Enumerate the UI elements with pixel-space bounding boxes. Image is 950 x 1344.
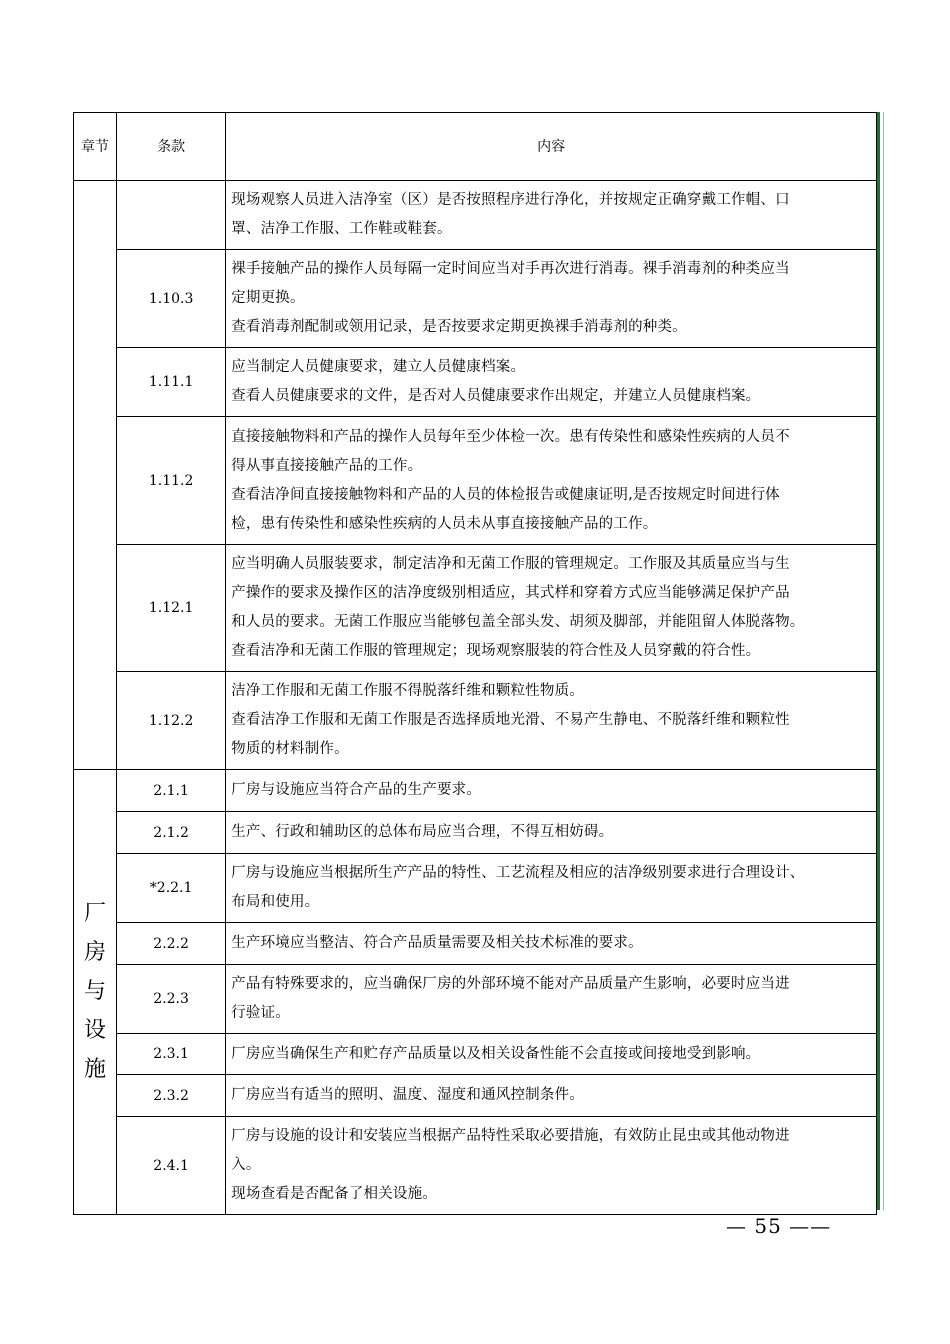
clause-cell xyxy=(117,181,226,250)
content-cell: 应当明确人员服装要求，制定洁净和无菌工作服的管理规定。工作服及其质量应当与生 产操作的要求及操作区的洁净度级别相适应，其式样和穿着方式应当能够满足保护产品 和人员的要求。无菌工作服应当能够包盖全部头发、胡须及脚部，并能阻留人体脱落物。 查看洁净和无菌工作服的管理规定；现场观察服装的符合性及人员穿戴的符合性。 xyxy=(226,545,877,672)
content-cell: 产品有特殊要求的，应当确保厂房的外部环境不能对产品质量产生影响，必要时应当进 行验证。 xyxy=(226,965,877,1034)
clause-cell: 2.1.2 xyxy=(117,812,226,854)
content-cell: 应当制定人员健康要求，建立人员健康档案。 查看人员健康要求的文件，是否对人员健康要求作出规定，并建立人员健康档案。 xyxy=(226,348,877,417)
content-cell: 厂房应当有适当的照明、温度、湿度和通风控制条件。 xyxy=(226,1075,877,1117)
clause-cell: 2.3.1 xyxy=(117,1034,226,1075)
content-cell: 现场观察人员进入洁净室（区）是否按照程序进行净化，并按规定正确穿戴工作帽、口 罩、洁净工作服、工作鞋或鞋套。 xyxy=(226,181,877,250)
header-content: 内容 xyxy=(226,113,877,181)
table-row xyxy=(74,672,877,770)
table-header-row xyxy=(74,113,877,181)
table-row xyxy=(74,417,877,545)
content-cell: 厂房应当确保生产和贮存产品质量以及相关设备性能不会直接或间接地受到影响。 xyxy=(226,1034,877,1075)
table-row xyxy=(74,923,877,965)
table-row xyxy=(74,181,877,250)
clause-cell: *2.2.1 xyxy=(117,854,226,923)
content-cell: 厂房与设施的设计和安装应当根据产品特性采取必要措施，有效防止昆虫或其他动物进 入。 现场查看是否配备了相关设施。 xyxy=(226,1117,877,1215)
table-row xyxy=(74,854,877,923)
clause-cell: 1.11.1 xyxy=(117,348,226,417)
content-cell: 洁净工作服和无菌工作服不得脱落纤维和颗粒性物质。 查看洁净工作服和无菌工作服是否选择质地光滑、不易产生静电、不脱落纤维和颗粒性 物质的材料制作。 xyxy=(226,672,877,770)
header-chapter: 章节 xyxy=(74,113,117,181)
content-cell: 生产环境应当整洁、符合产品质量需要及相关技术标准的要求。 xyxy=(226,923,877,965)
content-cell: 直接接触物料和产品的操作人员每年至少体检一次。患有传染性和感染性疾病的人员不 得从事直接接触产品的工作。 查看洁净间直接接触物料和产品的人员的体检报告或健康证明,是否按规定时间进行体 检，患有传染性和感染性疾病的人员未从事直接接触产品的工作。 xyxy=(226,417,877,545)
table-row xyxy=(74,348,877,417)
chapter-title: 厂房与设施 xyxy=(84,900,107,1082)
page-edge-line xyxy=(877,112,880,1210)
table-row xyxy=(74,250,877,348)
content-cell: 厂房与设施应当根据所生产产品的特性、工艺流程及相应的洁净级别要求进行合理设计、 布局和使用。 xyxy=(226,854,877,923)
clause-cell: 1.10.3 xyxy=(117,250,226,348)
table-row xyxy=(74,965,877,1034)
clause-cell: 2.4.1 xyxy=(117,1117,226,1215)
content-cell: 厂房与设施应当符合产品的生产要求。 xyxy=(226,770,877,812)
table-row xyxy=(74,545,877,672)
table-row xyxy=(74,1075,877,1117)
table-row xyxy=(74,812,877,854)
clause-cell: 2.3.2 xyxy=(117,1075,226,1117)
table-row xyxy=(74,770,877,812)
chapter-cell-2 xyxy=(74,770,117,1215)
table-row xyxy=(74,1117,877,1215)
chapter-cell-1 xyxy=(74,181,117,770)
clause-cell: 2.2.3 xyxy=(117,965,226,1034)
clause-cell: 2.2.2 xyxy=(117,923,226,965)
content-cell: 生产、行政和辅助区的总体布局应当合理，不得互相妨碍。 xyxy=(226,812,877,854)
clause-cell: 2.1.1 xyxy=(117,770,226,812)
clause-cell: 1.12.1 xyxy=(117,545,226,672)
header-clause: 条款 xyxy=(117,113,226,181)
page-edge-rule xyxy=(883,112,884,1210)
clause-cell: 1.12.2 xyxy=(117,672,226,770)
inspection-table xyxy=(73,112,877,1215)
table-row xyxy=(74,1034,877,1075)
clause-cell: 1.11.2 xyxy=(117,417,226,545)
content-cell: 裸手接触产品的操作人员每隔一定时间应当对手再次进行消毒。裸手消毒剂的种类应当 定期更换。 查看消毒剂配制或领用记录，是否按要求定期更换裸手消毒剂的种类。 xyxy=(226,250,877,348)
page-number: — 55 —— xyxy=(726,1214,832,1238)
